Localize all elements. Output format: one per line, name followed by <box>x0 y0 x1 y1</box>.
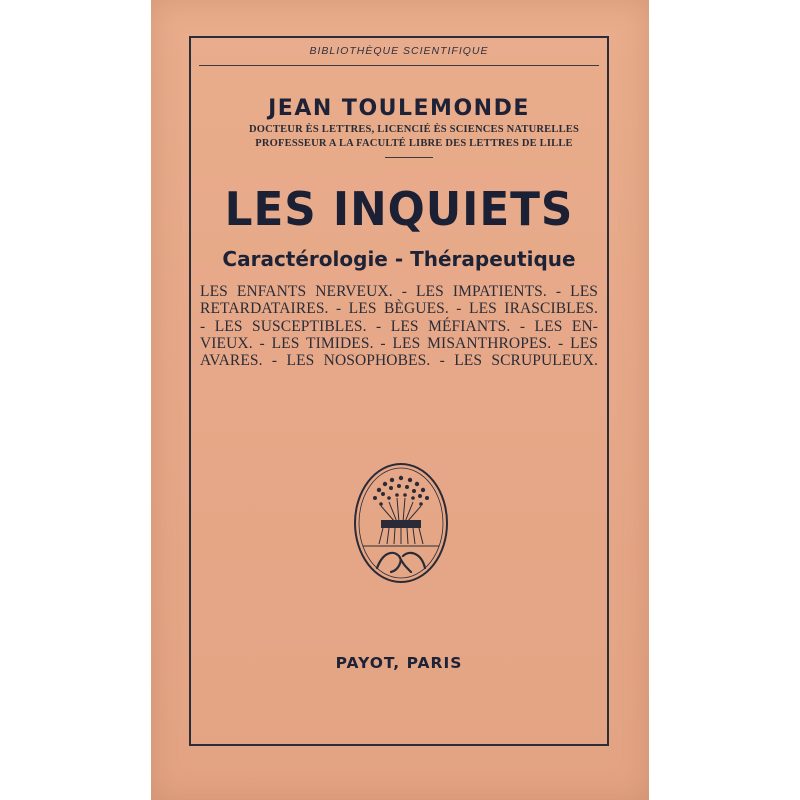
cover-frame <box>189 36 609 746</box>
character-types-list <box>200 283 598 369</box>
book-subtitle: Caractérologie - Thérapeutique <box>222 247 576 271</box>
types-line: AVARES. - LES NOSOPHOBES. - LES SCRUPULEUX. <box>200 352 598 370</box>
publisher-name: PAYOT, PARIS <box>335 654 463 672</box>
types-line: - LES SUSCEPTIBLES. - LES MÉFIANTS. - LES EN- <box>200 317 598 335</box>
series-divider <box>199 65 599 66</box>
author-credential-1: DOCTEUR ÈS LETTRES, LICENCIÉ ÈS SCIENCES NATURELLES <box>248 124 580 135</box>
types-line: VIEUX. - LES TIMIDES. - LES MISANTHROPES. - LES <box>200 334 598 352</box>
author-name: JEAN TOULEMONDE <box>268 96 530 121</box>
series-name: BIBLIOTHÈQUE SCIENTIFIQUE <box>309 45 489 57</box>
wheat-sheaf-monogram-emblem-icon <box>351 460 451 586</box>
types-line: LES ENFANTS NERVEUX. - LES IMPATIENTS. - LES <box>200 283 598 300</box>
book-title: LES INQUIETS <box>224 182 574 236</box>
author-credential-2: PROFESSEUR A LA FACULTÉ LIBRE DES LETTRES DE LILLE <box>255 138 573 149</box>
types-line: RETARDATAIRES. - LES BÈGUES. - LES IRASCIBLES. <box>200 300 598 318</box>
book-cover <box>151 0 649 800</box>
author-divider <box>385 157 433 158</box>
